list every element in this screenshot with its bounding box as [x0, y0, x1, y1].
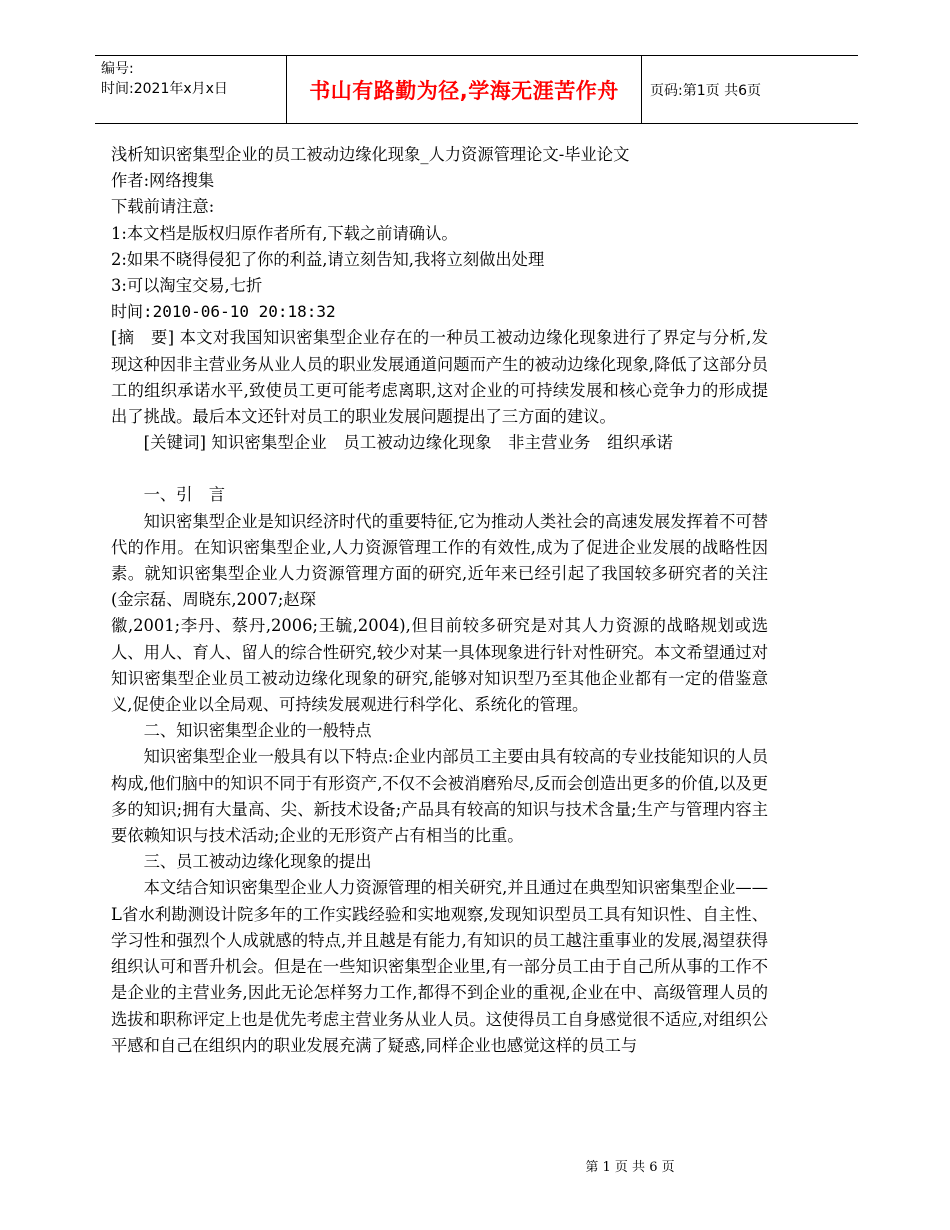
notice-heading: 下载前请注意:: [111, 197, 215, 217]
header-number-label: 编号:: [101, 61, 134, 77]
article-title: 浅析知识密集型企业的员工被动边缘化现象_人力资源管理论文-毕业论文: [111, 145, 630, 164]
spacer: [111, 456, 768, 482]
document-body: [111, 142, 768, 1059]
article-author: 作者:网络搜集: [111, 171, 215, 191]
header-motto: 书山有路勤为径,学海无涯苦作舟: [287, 56, 642, 123]
body-paragraph: 知识密集型企业是知识经济时代的重要特征,它为推动人类社会的高速发展发挥着不可替代的作用。在知识密集型企业,人力资源管理工作的有效性,成为了促进企业发展的战略性因素。就知识密集型企业人力资源管理方面的研究,近年来已经引起了我国较多研究者的关注(金宗磊、周晓东,2007;赵琛: [111, 511, 768, 610]
header-time-label: 时间:2021年x月x日: [101, 81, 228, 97]
abstract-paragraph: [摘 要] 本文对我国知识密集型企业存在的一种员工被动边缘化现象进行了界定与分析,发现这种因非主营业务从业人员的职业发展通道问题而产生的被动边缘化现象,降低了这部分员工的组织承诺水平,致使员工更可能考虑离职,这对企业的可持续发展和核心竞争力的形成提出了挑战。最后本文还针对员工的职业发展问题提出了三方面的建议。: [111, 328, 768, 427]
notice-item: 1:本文档是版权归原作者所有,下载之前请确认。: [111, 223, 458, 243]
header-meta: [95, 56, 287, 123]
section-heading: 一、引 言: [143, 485, 226, 505]
body-paragraph: 知识密集型企业一般具有以下特点:企业内部员工主要由具有较高的专业技能知识的人员构成,他们脑中的知识不同于有形资产,不仅不会被消磨殆尽,反而会创造出更多的价值,以及更多的知识;拥有大量高、尖、新技术设备;产品具有较高的知识与技术含量;生产与管理内容主要依赖知识与技术活动;企业的无形资产占有相当的比重。: [111, 747, 768, 846]
page-header: [95, 55, 858, 124]
notice-item: 2:如果不晓得侵犯了你的利益,请立刻告知,我将立刻做出处理: [111, 249, 545, 269]
publish-time: 时间:2010-06-10 20:18:32: [111, 302, 336, 322]
header-page-info: 页码:第1页 共6页: [650, 82, 761, 99]
notice-item: 3:可以淘宝交易,七折: [111, 276, 263, 296]
page-footer: 第 1 页 共 6 页: [585, 1160, 675, 1175]
section-heading: 二、知识密集型企业的一般特点: [143, 721, 372, 741]
section-heading: 三、员工被动边缘化现象的提出: [143, 852, 372, 872]
keywords-line: [关键词] 知识密集型企业 员工被动边缘化现象 非主营业务 组织承诺: [143, 433, 673, 453]
body-paragraph: 徽,2001;李丹、蔡丹,2006;王毓,2004),但目前较多研究是对其人力资源的战略规划或选人、用人、育人、留人的综合性研究,较少对某一具体现象进行针对性研究。本文希望通过对知识密集型企业员工被动边缘化现象的研究,能够对知识型乃至其他企业都有一定的借鉴意义,促使企业以全局观、可持续发展观进行科学化、系统化的管理。: [111, 616, 768, 715]
body-paragraph: 本文结合知识密集型企业人力资源管理的相关研究,并且通过在典型知识密集型企业——L省水利勘测设计院多年的工作实践经验和实地观察,发现知识型员工具有知识性、自主性、学习性和强烈个人成就感的特点,并且越是有能力,有知识的员工越注重事业的发展,渴望获得组织认可和晋升机会。但是在一些知识密集型企业里,有一部分员工由于自己所从事的工作不是企业的主营业务,因此无论怎样努力工作,都得不到企业的重视,企业在中、高级管理人员的选拔和职称评定上也是优先考虑主营业务从业人员。这使得员工自身感觉很不适应,对组织公平感和自己在组织内的职业发展充满了疑惑,同样企业也感觉这样的员工与: [111, 878, 768, 1055]
